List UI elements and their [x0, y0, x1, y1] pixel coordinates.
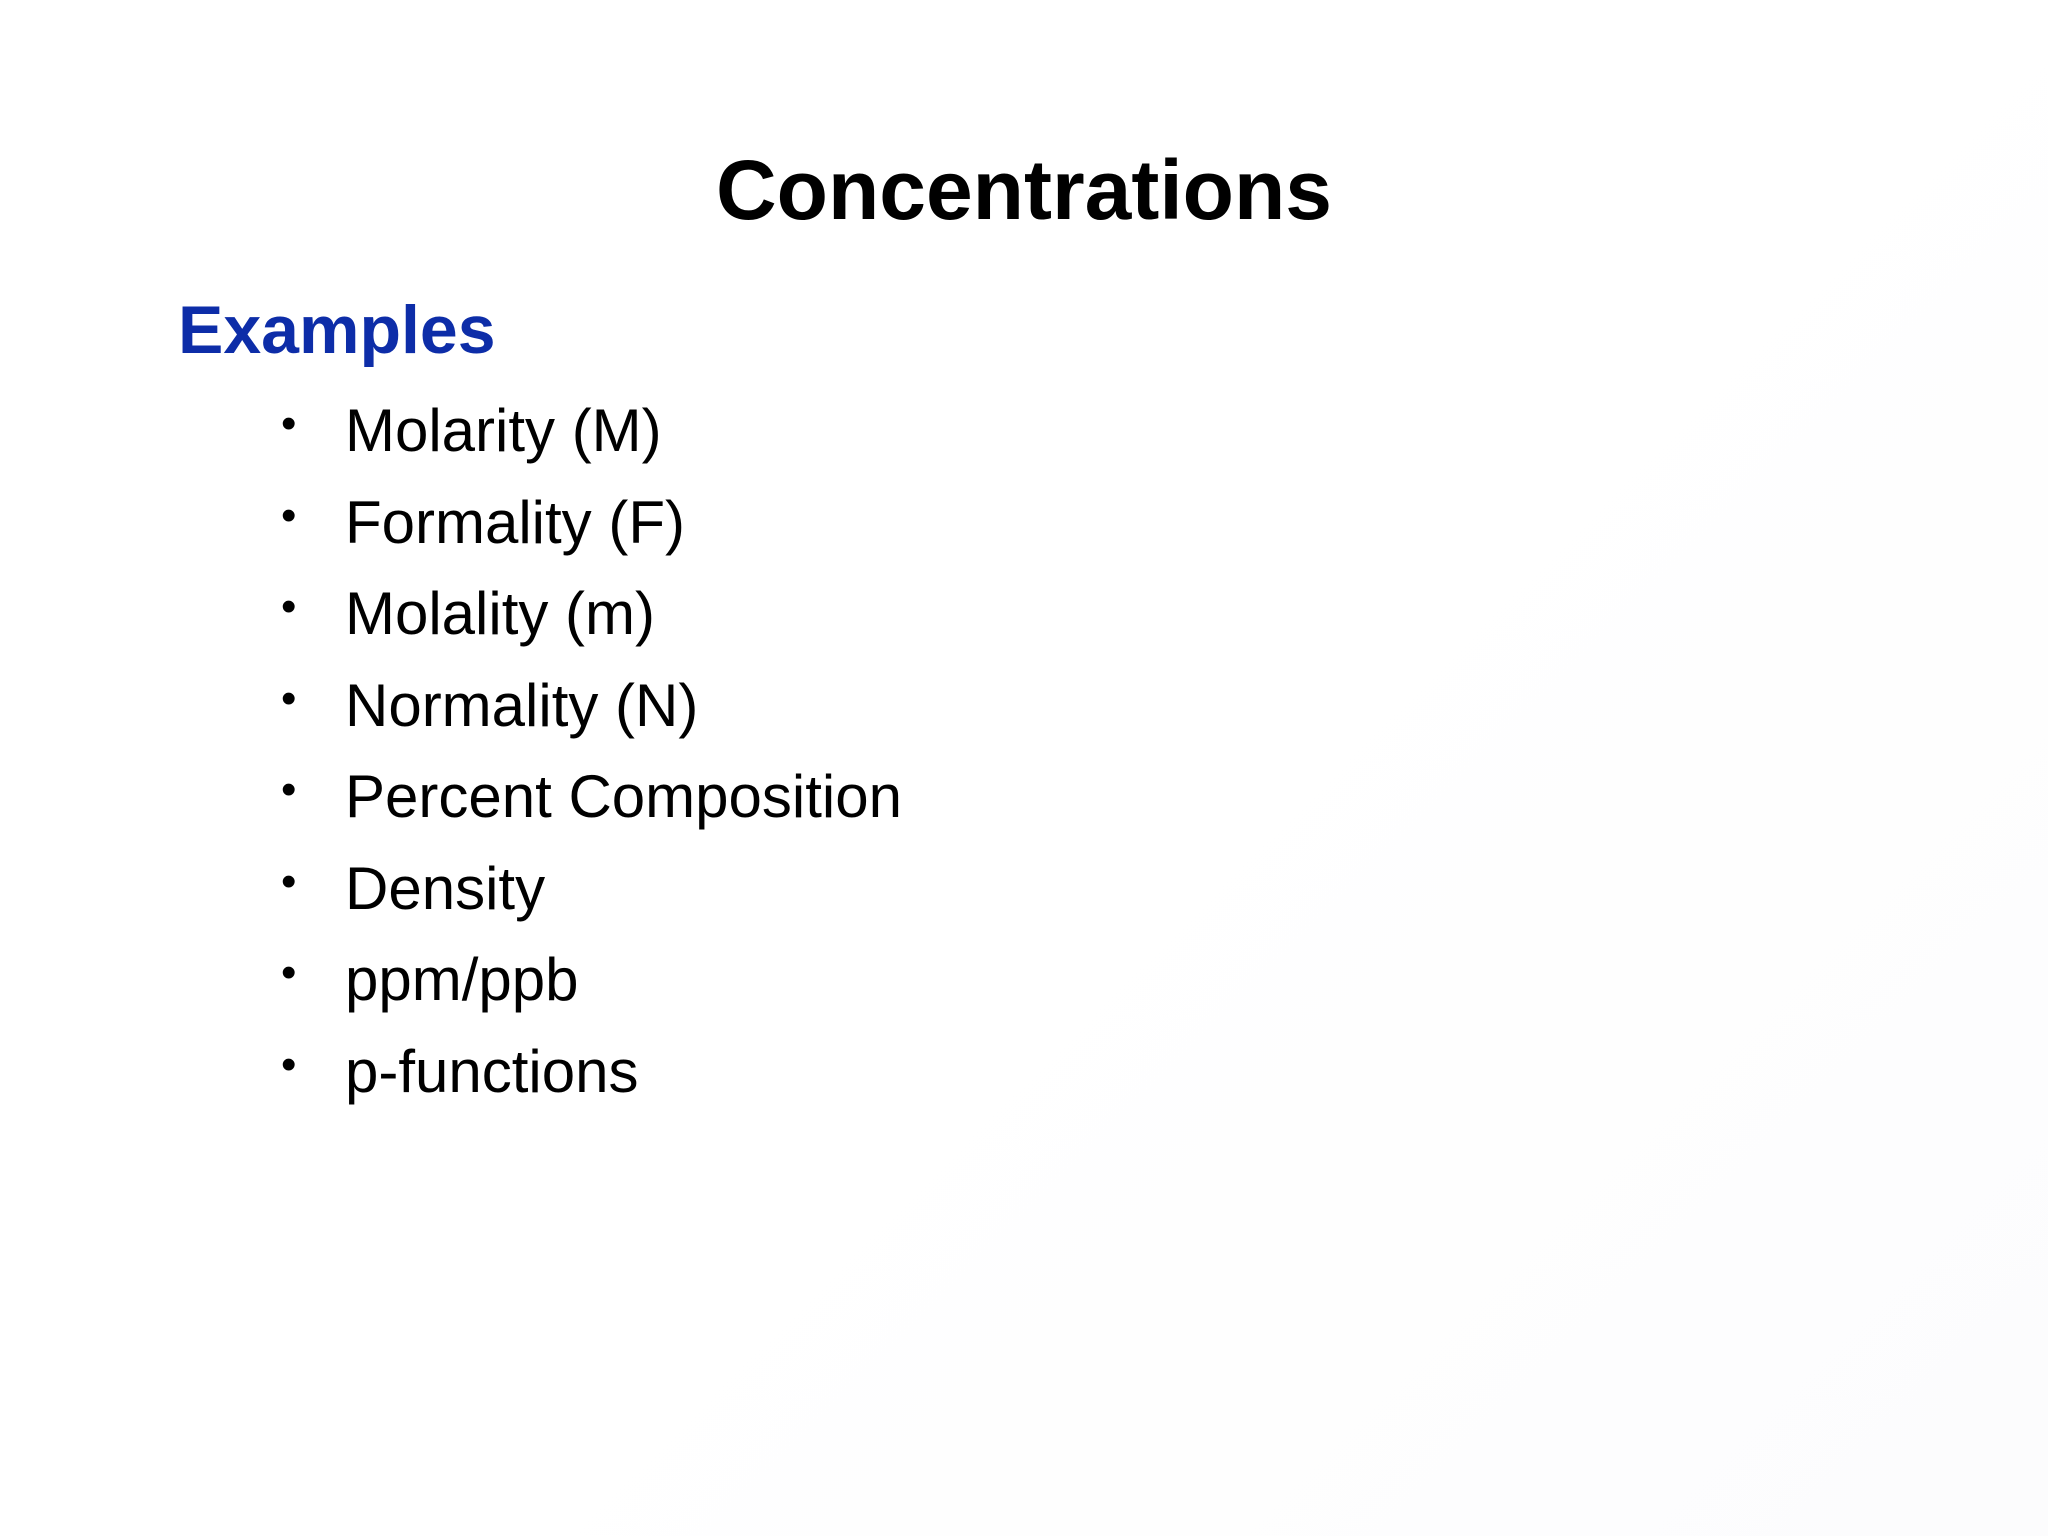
list-item [275, 660, 902, 752]
bullet-icon: • [281, 948, 297, 997]
bullet-icon: • [281, 582, 297, 631]
list-item-label: Molality (m) [345, 580, 655, 647]
list-item [275, 751, 902, 843]
bullet-icon: • [281, 673, 297, 723]
bullet-icon: • [281, 399, 297, 448]
list-item [275, 843, 902, 935]
examples-list [275, 385, 902, 1117]
slide-title: Concentrations [715, 143, 1333, 237]
bullet-icon: • [281, 1039, 297, 1089]
bullet-icon: • [281, 490, 297, 540]
bullet-icon: • [281, 765, 297, 814]
list-item-label: Normality (N) [345, 671, 699, 739]
list-item-label: Formality (F) [345, 488, 685, 556]
list-item [275, 568, 902, 660]
list-item [275, 477, 902, 569]
list-item-label: Molarity (M) [345, 397, 662, 464]
list-item [275, 934, 902, 1026]
bullet-icon: • [281, 856, 297, 906]
list-item-label: Density [345, 854, 546, 922]
examples-heading: Examples [178, 292, 496, 368]
list-item [275, 1026, 902, 1118]
list-item-label: Percent Composition [345, 763, 902, 830]
list-item [275, 385, 902, 477]
list-item-label: p-functions [345, 1037, 639, 1105]
list-item-label: ppm/ppb [345, 946, 579, 1013]
